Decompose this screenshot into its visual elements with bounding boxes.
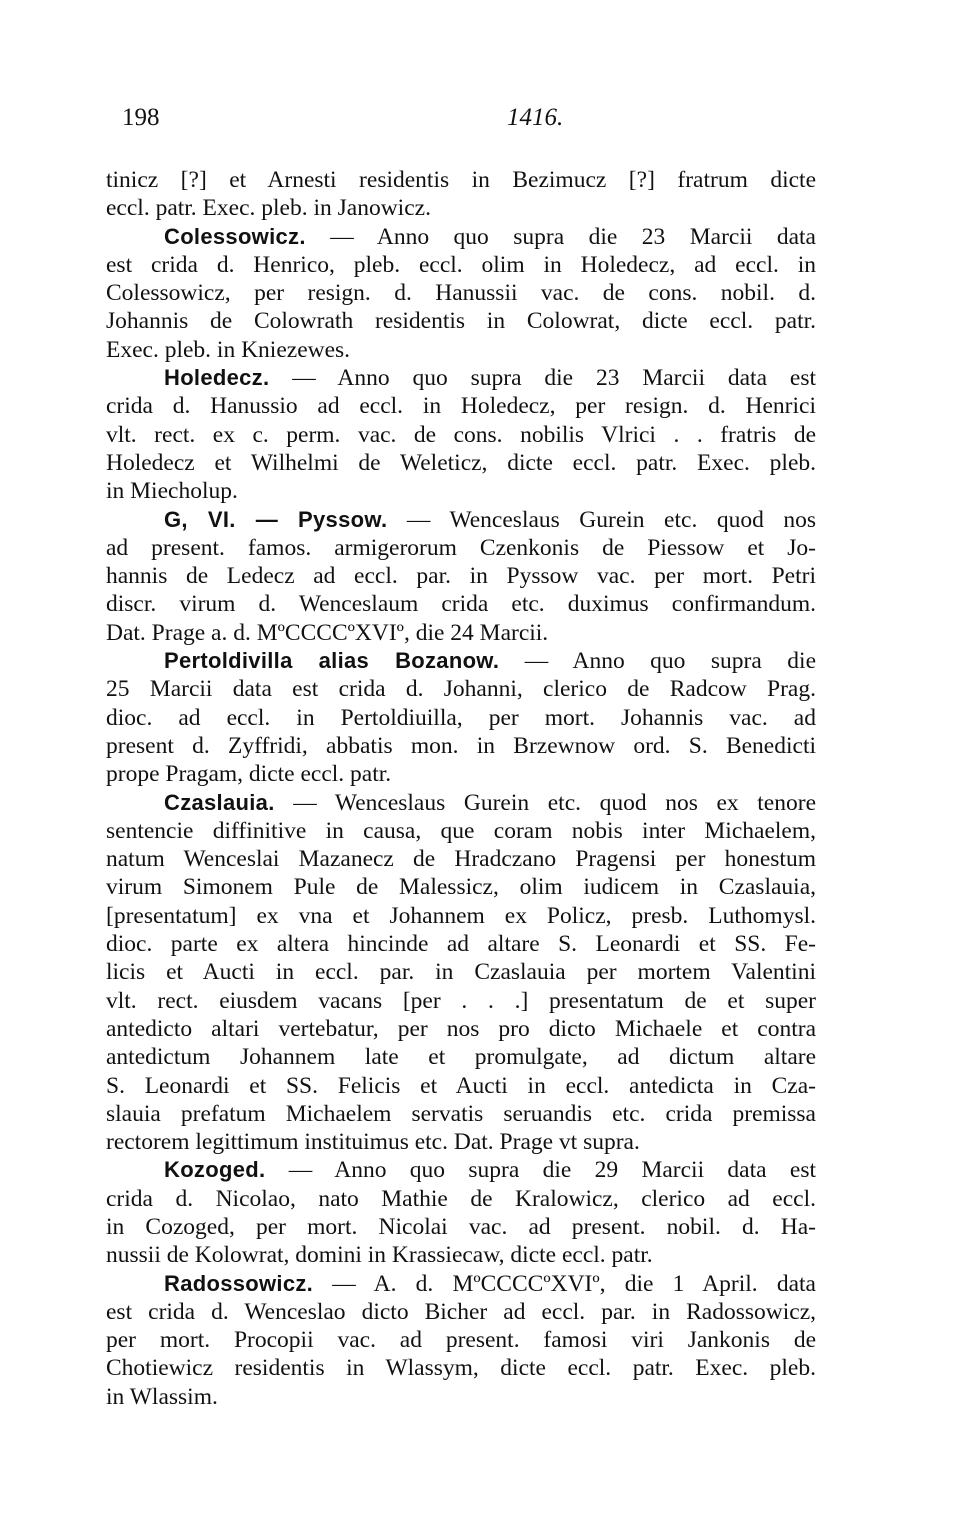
text-line (106, 845, 816, 873)
line-text: discr. virum d. Wenceslaum crida etc. duximus confirmandum. (106, 591, 816, 618)
line-text: — Anno quo supra die 23 Marcii data est (269, 365, 816, 392)
text-line (106, 1241, 816, 1269)
text-line (106, 1043, 816, 1071)
place-heading: Kozoged. (164, 1157, 266, 1183)
line-text: — Anno quo supra die 23 Marcii data (305, 223, 816, 250)
line-text: — A. d. MºCCCCºXVIº, die 1 April. data (313, 1270, 816, 1297)
place-heading: Holedecz. (164, 365, 270, 391)
text-line (106, 1072, 816, 1100)
text-line (106, 1270, 816, 1298)
entry-radossowicz (106, 1270, 816, 1411)
line-text: crida d. Nicolao, nato Mathie de Kralowicz, clerico ad eccl. (106, 1185, 816, 1212)
line-text: per mort. Procopii vac. ad present. famosi viri Jankonis de (106, 1327, 816, 1354)
line-text: prope Pragam, dicte eccl. patr. (106, 761, 392, 788)
line-text: Exec. pleb. in Kniezewes. (106, 336, 351, 363)
line-text: licis et Aucti in eccl. par. in Czaslauia per mortem Valentini (106, 959, 816, 986)
text-line (106, 704, 816, 732)
text-line (106, 1185, 816, 1213)
text-line (106, 166, 816, 194)
text-line (106, 1128, 816, 1156)
place-heading: G, VI. — Pyssow. (164, 506, 388, 532)
line-text: sentencie diffinitive in causa, que coram nobis inter Michaelem, (106, 817, 816, 844)
line-text: — Anno quo supra die 29 Marcii data est (265, 1157, 816, 1184)
entry-pyssow (106, 506, 816, 647)
text-line (106, 930, 816, 958)
text-line (106, 449, 816, 477)
year-heading: 1416. (507, 104, 564, 131)
text-line (106, 1383, 816, 1411)
text-line (106, 590, 816, 618)
text-line (106, 817, 816, 845)
line-text: vlt. rect. ex c. perm. vac. de cons. nobilis Vlrici . . fratris de (106, 421, 816, 448)
text-line (106, 902, 816, 930)
text-line (106, 506, 816, 534)
line-text: S. Leonardi et SS. Felicis et Aucti in eccl. antedicta in Cza- (106, 1072, 816, 1099)
text-line (106, 194, 816, 222)
line-text: in Miecholup. (106, 478, 238, 505)
line-text: nussii de Kolowrat, domini in Krassiecaw, dicte eccl. patr. (106, 1242, 653, 1269)
line-text: est crida d. Wenceslao dicto Bicher ad eccl. par. in Radossowicz, (106, 1298, 816, 1325)
line-text: present d. Zyffridi, abbatis mon. in Brzewnow ord. S. Benedicti (106, 732, 816, 759)
place-heading: Czaslauia. (164, 789, 275, 815)
text-line (106, 364, 816, 392)
text-line (106, 534, 816, 562)
entry-colessowicz (106, 223, 816, 364)
text-line (106, 732, 816, 760)
line-text: Chotiewicz residentis in Wlassym, dicte eccl. patr. Exec. pleb. (106, 1355, 816, 1382)
place-heading: Pertoldivilla alias Bozanow. (164, 648, 500, 674)
line-text: dioc. ad eccl. in Pertoldiuilla, per mort. Johannis vac. ad (106, 704, 816, 731)
line-text: slauia prefatum Michaelem servatis seruandis etc. crida premissa (106, 1100, 816, 1127)
line-text: antedictum Johannem late et promulgate, ad dictum altare (106, 1044, 816, 1071)
entry-pertoldivilla (106, 647, 816, 788)
line-text: in Cozoged, per mort. Nicolai vac. ad present. nobil. d. Ha- (106, 1213, 816, 1240)
line-text: antedicto altari vertebatur, per nos pro dicto Michaele et contra (106, 1015, 816, 1042)
line-text: Colessowicz, per resign. d. Hanussii vac. de cons. nobil. d. (106, 280, 816, 307)
text-line (106, 421, 816, 449)
line-text: [presentatum] ex vna et Johannem ex Policz, presb. Luthomysl. (106, 902, 816, 929)
line-text: tinicz [?] et Arnesti residentis in Bezimucz [?] fratrum dicte (106, 167, 816, 193)
line-text: crida d. Hanussio ad eccl. in Holedecz, per resign. d. Henrici (106, 393, 816, 420)
line-text: Johannis de Colowrath residentis in Colowrat, dicte eccl. patr. (106, 308, 816, 335)
text-line (106, 675, 816, 703)
text-line (106, 1156, 816, 1184)
text-line (106, 562, 816, 590)
line-text: natum Wenceslai Mazanecz de Hradczano Pragensi per honestum (106, 846, 816, 873)
text-line (106, 279, 816, 307)
text-line (106, 223, 816, 251)
line-text: Dat. Prage a. d. MºCCCCºXVIº, die 24 Marcii. (106, 619, 549, 646)
text-line (106, 647, 816, 675)
place-heading: Radossowicz. (164, 1270, 314, 1296)
text-line (106, 392, 816, 420)
text-line (106, 1213, 816, 1241)
line-text: est crida d. Henrico, pleb. eccl. olim in Holedecz, ad eccl. in (106, 251, 816, 278)
text-line (106, 789, 816, 817)
entry-czaslauia (106, 789, 816, 1157)
text-line (106, 958, 816, 986)
place-heading: Colessowicz. (164, 223, 306, 249)
line-text: Holedecz et Wilhelmi de Weleticz, dicte eccl. patr. Exec. pleb. (106, 449, 816, 476)
line-text: eccl. patr. Exec. pleb. in Janowicz. (106, 195, 431, 222)
line-text: — Anno quo supra die (499, 648, 817, 675)
text-line (106, 619, 816, 647)
line-text: virum Simonem Pule de Malessicz, olim iudicem in Czaslauia, (106, 874, 816, 901)
text-line (106, 760, 816, 788)
text-line (106, 987, 816, 1015)
text-line (106, 873, 816, 901)
line-text: rectorem legittimum instituimus etc. Dat. Prage vt supra. (106, 1129, 640, 1156)
text-line (106, 307, 816, 335)
line-text: 25 Marcii data est crida d. Johanni, clerico de Radcow Prag. (106, 676, 816, 703)
text-line (106, 1015, 816, 1043)
text-line (106, 477, 816, 505)
entry-holedecz (106, 364, 816, 505)
page-number: 198 (122, 104, 160, 131)
line-text: ad present. famos. armigerorum Czenkonis de Piessow et Jo- (106, 534, 816, 561)
body-text (106, 166, 816, 1411)
line-text: vlt. rect. eiusdem vacans [per . . .] presentatum de et super (106, 987, 816, 1014)
running-head (122, 104, 822, 140)
line-text: dioc. parte ex altera hincinde ad altare S. Leonardi et SS. Fe- (106, 931, 816, 958)
entry-intro (106, 166, 816, 223)
entry-kozoged (106, 1156, 816, 1269)
text-line (106, 1354, 816, 1382)
text-line (106, 251, 816, 279)
line-text: — Wenceslaus Gurein etc. quod nos (387, 506, 816, 533)
line-text: — Wenceslaus Gurein etc. quod nos ex tenore (274, 789, 816, 816)
line-text: in Wlassim. (106, 1383, 218, 1410)
text-line (106, 1298, 816, 1326)
line-text: hannis de Ledecz ad eccl. par. in Pyssow vac. per mort. Petri (106, 563, 816, 590)
text-line (106, 336, 816, 364)
text-line (106, 1326, 816, 1354)
text-line (106, 1100, 816, 1128)
